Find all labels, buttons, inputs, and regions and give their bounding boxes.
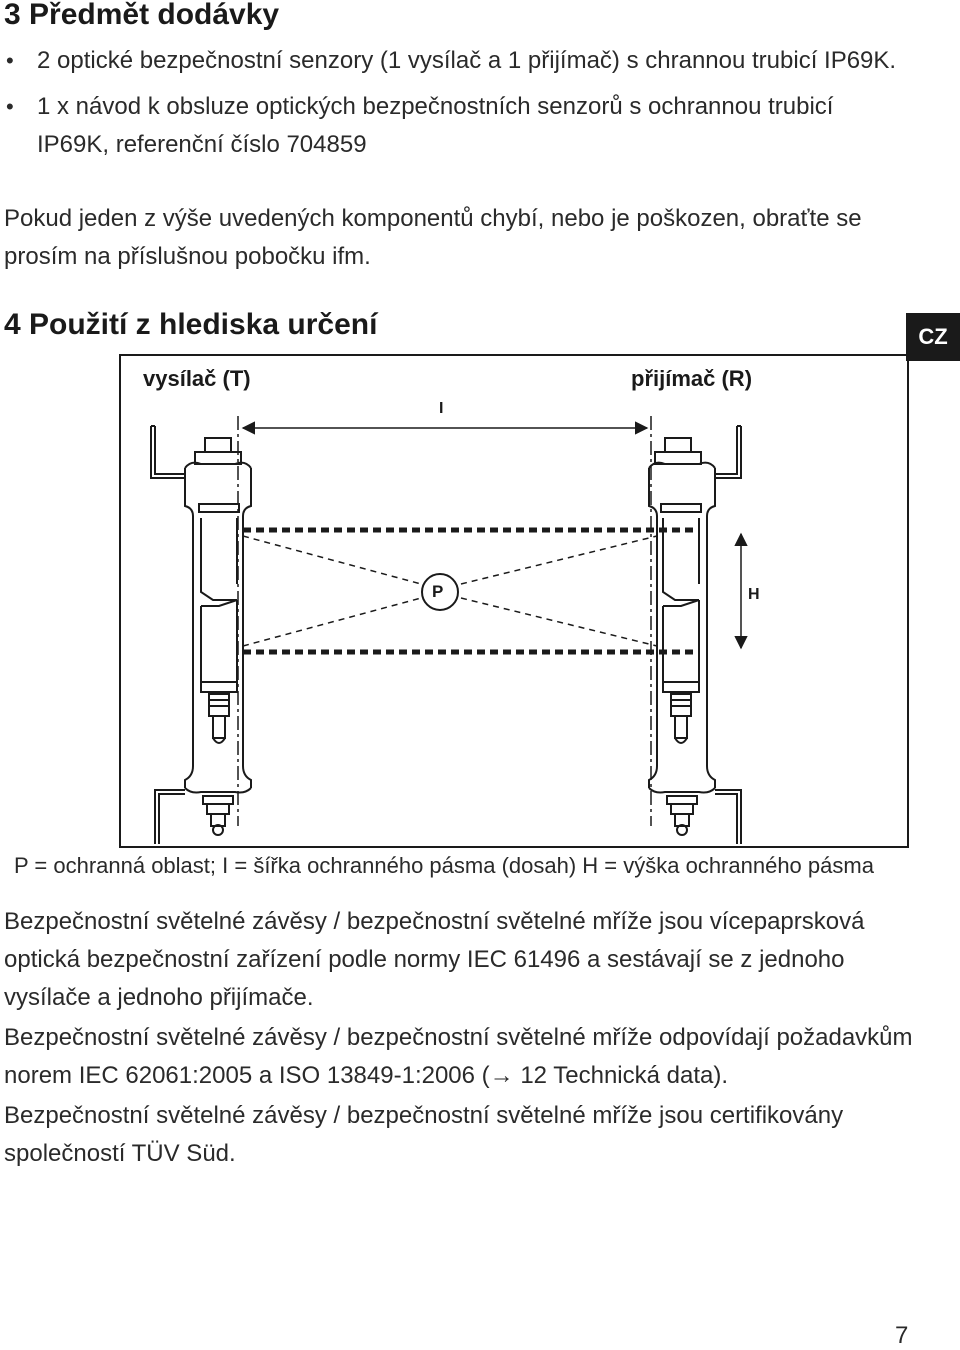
paragraph-definition: Bezpečnostní světelné závěsy / bezpečnostní světelné mříže jsou vícepaprsková optická bezpečnostní zařízení podle normy IEC 61496 a sestávají se z jednoho vysílače a jednoho přijímače. <box>4 908 865 1011</box>
transmitter-device <box>151 426 251 844</box>
figure-caption: P = ochranná oblast; I = šířka ochranného pásma (dosah) H = výška ochranného pásma <box>14 853 874 878</box>
receiver-device <box>649 426 741 844</box>
section-4-heading: 4 Použití z hlediska určení <box>4 308 378 341</box>
height-marker: H <box>748 586 760 603</box>
light-curtain-diagram <box>119 354 909 848</box>
width-marker: I <box>439 400 444 417</box>
missing-components-note: Pokud jeden z výše uvedených komponentů chybí, nebo je poškozen, obraťte se prosím na příslušnou pobočku ifm. <box>4 205 862 270</box>
transmitter-label: vysílač (T) <box>143 366 251 391</box>
section-3-heading: 3 Předmět dodávky <box>4 0 280 31</box>
paragraph-certification: Bezpečnostní světelné závěsy / bezpečnostní světelné mříže jsou certifikovány společností TÜV Süd. <box>4 1102 844 1167</box>
paragraph-standards: Bezpečnostní světelné závěsy / bezpečnostní světelné mříže odpovídají požadavkům norem IEC 62061:2005 a ISO 13849-1:2006 (→ 12 Technická data). <box>4 1024 913 1089</box>
list-item <box>0 88 900 164</box>
bullet-marker: • <box>6 94 14 119</box>
protected-area-marker: P <box>432 582 444 601</box>
page-number: 7 <box>895 1322 909 1349</box>
bullet-text: 2 optické bezpečnostní senzory (1 vysílač a 1 přijímač) s chrannou trubicí IP69K. <box>37 47 897 74</box>
language-tab: CZ <box>906 313 960 361</box>
diagram-drawing <box>121 356 907 846</box>
list-item <box>0 42 900 80</box>
bullet-marker: • <box>6 48 14 73</box>
receiver-label: přijímač (R) <box>631 366 753 391</box>
bullet-text: 1 x návod k obsluze optických bezpečnostních senzorů s ochrannou trubicí IP69K, referenční číslo 704859 <box>37 93 834 158</box>
delivery-list <box>0 42 900 172</box>
